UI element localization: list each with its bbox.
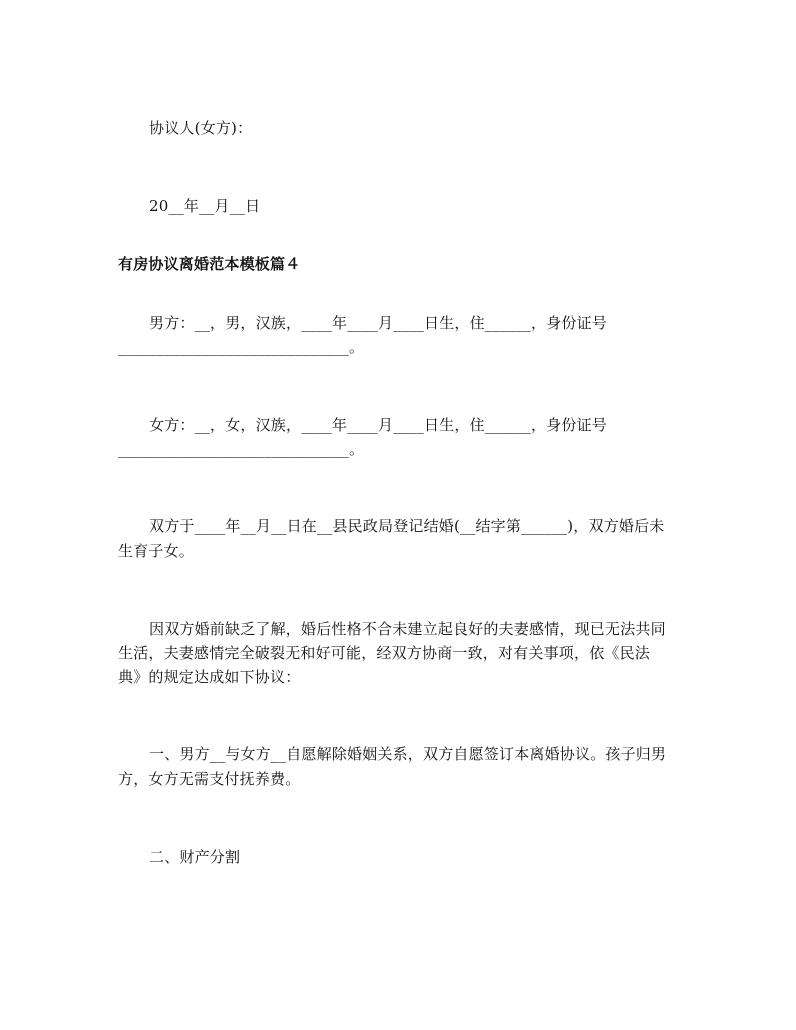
reason-paragraph-line-3: 典》的规定达成如下协议：	[118, 668, 301, 686]
female-signer-label: 协议人(女方)：	[149, 119, 253, 137]
female-info-line-2: ______________________________。	[118, 440, 365, 458]
female-info-line-1: 女方：__，女，汉族，____年____月____日生，住______，身份证号	[149, 416, 608, 434]
reason-paragraph-line-1: 因双方婚前缺乏了解，婚后性格不合未建立起良好的夫妻感情，现已无法共同	[149, 620, 666, 638]
marriage-paragraph-line-1: 双方于____年__月__日在__县民政局登记结婚(__结字第______)，双方婚后未	[149, 517, 665, 535]
marriage-paragraph-line-2: 生育子女。	[118, 542, 195, 560]
male-info-line-2: ______________________________。	[118, 338, 365, 356]
reason-paragraph-line-2: 生活，夫妻感情完全破裂无和好可能，经双方协商一致，对有关事项，依《民法	[118, 644, 651, 662]
clause-one-line-1: 一、男方__与女方__自愿解除婚姻关系，双方自愿签订本离婚协议。孩子归男	[149, 745, 667, 763]
section-title: 有房协议离婚范本模板篇４	[118, 255, 301, 273]
date-line: 20__年__月__日	[149, 197, 261, 215]
male-info-line-1: 男方：__，男，汉族，____年____月____日生，住______，身份证号	[149, 314, 608, 332]
clause-one-line-2: 方，女方无需支付抚养费。	[118, 770, 301, 788]
clause-two-title: 二、财产分割	[149, 848, 241, 866]
